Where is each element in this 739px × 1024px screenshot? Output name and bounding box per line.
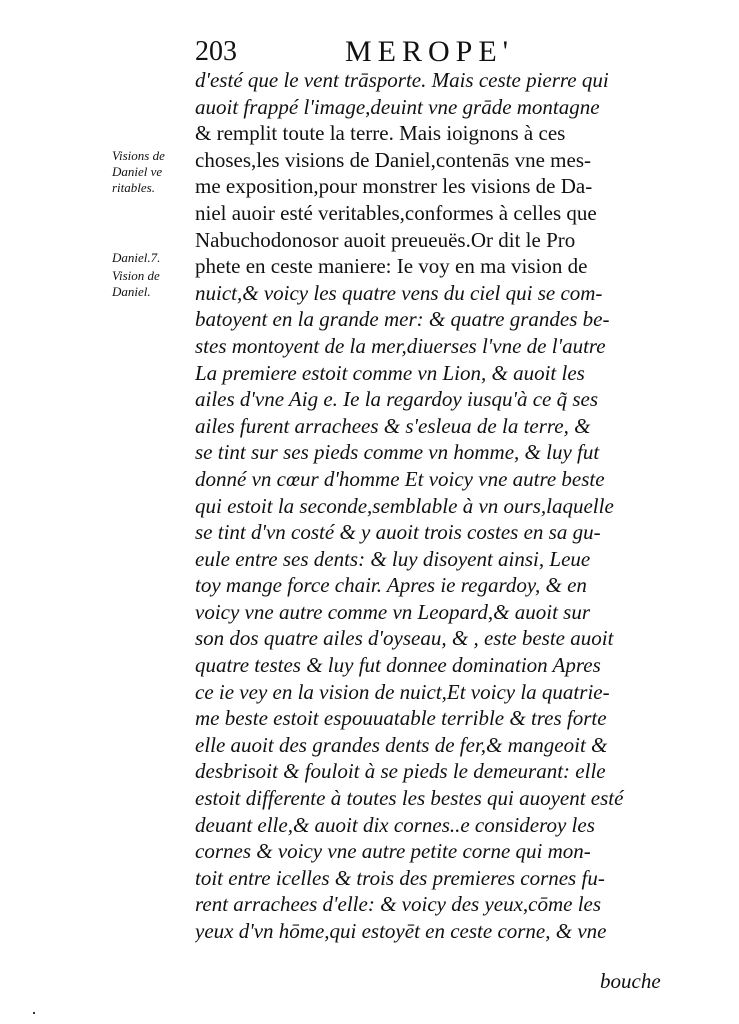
text-line: qui estoit la seconde,semblable à vn ours,laquelle — [195, 493, 614, 518]
ink-speck — [33, 1012, 35, 1014]
margin-note-visions-daniel: Visions de Daniel ve ritables. — [112, 148, 165, 195]
text-line: voicy vne autre comme vn Leopard,& auoit sur — [195, 599, 591, 624]
text-line: toy mange force chair. Apres ie regardoy, & en — [195, 573, 587, 598]
text-line: eule entre ses dents: & luy disoyent ainsi, Leue — [195, 546, 591, 571]
text-line: desbrisoit & fouloit à se pieds le demeurant: elle — [195, 759, 606, 784]
text-line: son dos quatre ailes d'oyseau, & , este beste auoit — [195, 626, 614, 651]
page-number: 203 — [195, 36, 237, 67]
text-line: rent arrachees d'elle: & voicy des yeux,cōme les — [195, 892, 602, 917]
text-line: quatre testes & luy fut donnee domination Apres — [195, 653, 601, 678]
text-line: Nabuchodonosor auoit preueuës.Or dit le Pro — [195, 227, 576, 252]
text-line: se tint sur ses pieds comme vn homme, & luy fut — [195, 440, 600, 465]
text-line: toit entre icelles & trois des premieres cornes fu- — [195, 865, 605, 890]
text-line: niel auoir esté veritables,conformes à celles que — [195, 200, 597, 225]
text-line: phete en ceste maniere: Ie voy en ma vision de — [195, 254, 588, 279]
text-line: estoit differente à toutes les bestes qui auoyent esté — [195, 786, 624, 811]
text-line: & remplit toute la terre. Mais ioignons à ces — [195, 121, 566, 146]
running-title: MEROPE' — [345, 35, 515, 68]
text-line: batoyent en la grande mer: & quatre grandes be- — [195, 307, 610, 332]
text-line: me exposition,pour monstrer les visions de Da- — [195, 174, 593, 199]
body-text — [195, 67, 670, 945]
catchword: bouche — [600, 969, 661, 993]
text-line: ailes furent arrachees & s'esleua de la terre, & — [195, 413, 591, 438]
text-line: donné vn cœur d'homme Et voicy vne autre beste — [195, 466, 605, 491]
margin-note-daniel-7: Daniel.7. — [112, 250, 161, 265]
text-line: elle auoit des grandes dents de fer,& mangeoit & — [195, 732, 608, 757]
text-line: cornes & voicy vne autre petite corne qui mon- — [195, 839, 591, 864]
text-line: choses,les visions de Daniel,contenās vne mes- — [195, 147, 591, 172]
text-line: auoit frappé l'image,deuint vne grāde montagne — [195, 94, 600, 119]
text-line: stes montoyent de la mer,diuerses l'vne de l'autre — [195, 333, 606, 358]
text-line: nuict,& voicy les quatre vens du ciel qui se com- — [195, 280, 603, 305]
text-line: yeux d'vn hōme,qui estoyēt en ceste corne, & vne — [195, 919, 607, 943]
page-header — [195, 34, 670, 70]
text-line: me beste estoit espouuatable terrible & tres forte — [195, 706, 607, 731]
margin-note-vision-de-daniel: Vision de Daniel. — [112, 268, 160, 299]
text-line: ce ie vey en la vision de nuict,Et voicy la quatrie- — [195, 679, 610, 704]
text-line: se tint d'vn costé & y auoit trois costes en sa gu- — [195, 520, 601, 545]
text-line: deuant elle,& auoit dix cornes..e consideroy les — [195, 812, 595, 837]
text-line: d'esté que le vent trāsporte. Mais ceste pierre qui — [195, 68, 609, 92]
text-line: La premiere estoit comme vn Lion, & auoit les — [195, 360, 585, 385]
text-line: ailes d'vne Aig e. Ie la regardoy iusqu'à ce q̃ ses — [195, 387, 599, 412]
